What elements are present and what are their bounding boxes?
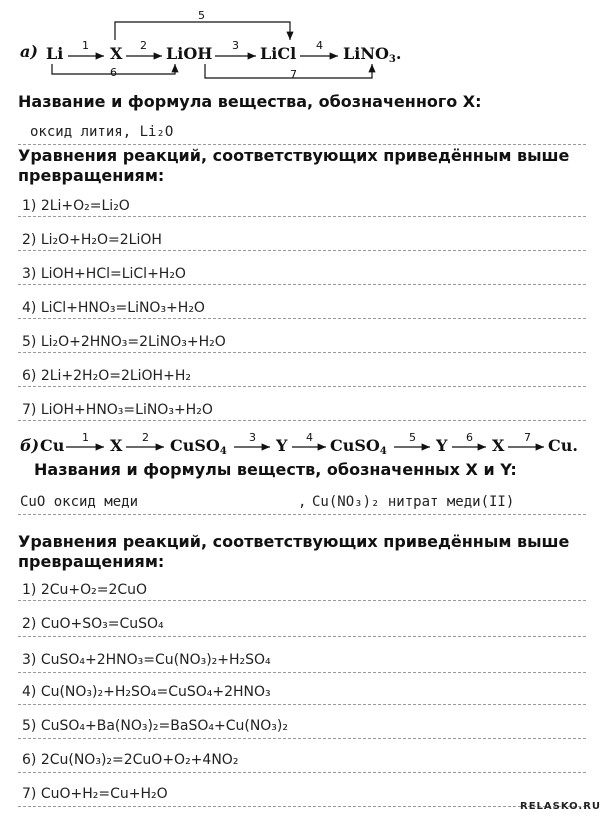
scheme-b-cu1: Cu [40,436,65,455]
equation-a-1: 1) 2Li+O₂=Li₂O [22,198,130,214]
answer-line [18,386,586,387]
watermark: RELASKO.RU [520,801,602,812]
scheme-a-arrows [0,0,610,90]
arrow-7 [205,64,372,78]
scheme-b-cuso4-1: CuSO$_4$ [170,436,227,457]
answer-line [18,352,586,353]
answer-line [18,600,586,601]
scheme-a-lioh: LiOH [166,44,213,63]
scheme-a-lino3: LiNO$_3$. [343,44,402,65]
answer-line [18,738,586,739]
answer-line [18,250,586,251]
answer-line [18,636,586,637]
step-b-label-2: 2 [142,431,149,444]
answer-line [18,216,586,217]
part-a-question-x: Название и формула вещества, обозначенного X: [18,92,482,111]
equation-b-7: 7) CuO+H₂=Cu+H₂O [22,786,168,802]
step-b-label-1: 1 [82,431,89,444]
answer-line [18,806,586,807]
step-label-1: 1 [82,39,89,52]
step-b-label-6: 6 [466,431,473,444]
equation-b-3: 3) CuSO₄+2HNO₃=Cu(NO₃)₂+H₂SO₄ [22,652,271,668]
equation-b-2: 2) CuO+SO₃=CuSO₄ [22,616,164,632]
step-b-label-5: 5 [409,431,416,444]
step-label-4: 4 [316,39,323,52]
scheme-b-y2: Y [436,436,448,455]
answer-line [18,704,586,705]
answer-line [18,284,586,285]
step-b-label-3: 3 [249,431,256,444]
step-label-3: 3 [232,39,239,52]
step-b-label-4: 4 [306,431,313,444]
answer-line [18,420,586,421]
scheme-b-arrows [0,430,610,460]
arrow-5 [115,22,290,40]
scheme-a-licl: LiCl [260,44,297,63]
part-b-answer-y: Cu(NO₃)₂ нитрат меди(II) [312,494,515,510]
equation-a-2: 2) Li₂O+H₂O=2LiOH [22,232,162,248]
part-a-label: а) [20,42,38,61]
equation-b-1: 1) 2Cu+O₂=2CuO [22,582,148,598]
part-b-answer-comma: , [298,494,307,510]
step-label-5: 5 [198,9,205,22]
part-a-question-eq-line2: превращениям: [18,166,165,185]
equation-b-5: 5) CuSO₄+Ba(NO₃)₂=BaSO₄+Cu(NO₃)₂ [22,718,288,734]
part-b-answer-x: CuO оксид меди [20,494,139,510]
scheme-b-x2: X [492,436,505,455]
answer-line [18,144,586,145]
step-b-label-7: 7 [524,431,531,444]
equation-b-4: 4) Cu(NO₃)₂+H₂SO₄=CuSO₄+2HNO₃ [22,684,271,700]
part-b-label: б) [20,436,40,455]
scheme-b-cuso4-2: CuSO$_4$ [330,436,387,457]
part-b-question-eq-line2: превращениям: [18,552,165,571]
step-label-7: 7 [290,68,297,81]
scheme-a-x: X [110,44,123,63]
part-a-question-eq-line1: Уравнения реакций, соответствующих приведённым выше [18,146,570,165]
equation-a-6: 6) 2Li+2H₂O=2LiOH+H₂ [22,368,191,384]
step-label-2: 2 [140,39,147,52]
scheme-b-y1: Y [276,436,288,455]
answer-line [18,514,586,515]
answer-line [18,318,586,319]
part-b-question-xy: Названия и формулы веществ, обозначенных X и Y: [34,460,517,479]
scheme-a-li: Li [46,44,64,63]
answer-line [18,772,586,773]
scheme-b-cu2: Cu. [548,436,578,455]
equation-a-4: 4) LiCl+HNO₃=LiNO₃+H₂O [22,300,205,316]
equation-a-7: 7) LiOH+HNO₃=LiNO₃+H₂O [22,402,213,418]
part-b-question-eq-line1: Уравнения реакций, соответствующих приведённым выше [18,532,570,551]
equation-b-6: 6) 2Cu(NO₃)₂=2CuO+O₂+4NO₂ [22,752,239,768]
scheme-b-x1: X [110,436,123,455]
equation-a-5: 5) Li₂O+2HNO₃=2LiNO₃+H₂O [22,334,226,350]
part-a-answer-x: оксид лития, Li₂O [30,124,174,140]
equation-a-3: 3) LiOH+HCl=LiCl+H₂O [22,266,186,282]
step-label-6: 6 [110,66,117,79]
answer-line [18,672,586,673]
